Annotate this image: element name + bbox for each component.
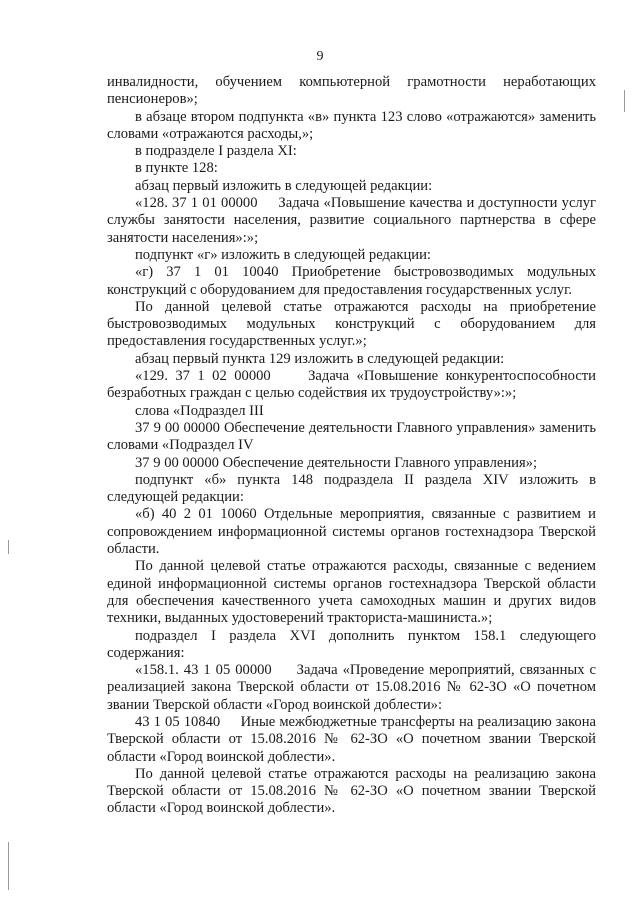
paragraph-18: подраздел I раздела XVI дополнить пунктом 158.1 следующего содержания: — [107, 627, 596, 661]
paragraph-14: 37 9 00 00000 Обеспечение деятельности Главного управления»; — [135, 454, 538, 471]
paragraph-5: абзац первый изложить в следующей редакции: — [135, 177, 433, 194]
paragraph-21: По данной целевой статье отражаются расходы на реализацию закона Тверской области от 15.08.2016 № 62-ЗО «О почетном звании Тверской области «Город воинской доблести». — [107, 765, 596, 817]
paragraph-11: «129. 37 1 02 00000 Задача «Повышение конкурентоспособности безработных граждан с целью содействия их трудоустройству»:»; — [107, 368, 600, 402]
paragraph-7: подпункт «г» изложить в следующей редакции: — [135, 246, 431, 263]
scan-edge-mark-left — [8, 540, 9, 554]
paragraph-13: 37 9 00 00000 Обеспечение деятельности Главного управления» заменить словами «Подраздел IV — [107, 419, 596, 454]
scan-edge-mark-bottom — [8, 842, 9, 890]
page-number: 9 — [316, 49, 324, 64]
paragraph-9: По данной целевой статье отражаются расходы на приобретение быстровозводимых модульных конструкций с оборудованием для предоставления государственных услуг.»; — [107, 298, 596, 350]
paragraph-19: «158.1. 43 1 05 00000 Задача «Проведение мероприятий, связанных с реализацией закона Тверской области от 15.08.2016 № 62-ЗО «О почетном звании Тверской области «Город воинской доблести»: — [107, 662, 600, 713]
paragraph-3: в подразделе I раздела XI: — [135, 143, 297, 160]
paragraph-12: слова «Подраздел III — [135, 402, 264, 419]
paragraph-8: «г) 37 1 01 10040 Приобретение быстровозводимых модульных конструкций с оборудованием для предоставления государственных услуг. — [107, 264, 596, 298]
paragraph-15: подпункт «б» пункта 148 подраздела II раздела XIV изложить в следующей редакции: — [107, 471, 596, 506]
paragraph-1: инвалидности, обучением компьютерной грамотности неработающих пенсионеров»; — [107, 74, 596, 108]
paragraph-4: в пункте 128: — [135, 160, 218, 177]
paragraph-20: 43 1 05 10840 Иные межбюджетные трансферты на реализацию закона Тверской области от 15.08.2016 № 62-ЗО «О почетном звании Тверской области «Город воинской доблести». — [107, 713, 600, 765]
paragraph-10: абзац первый пункта 129 изложить в следующей редакции: — [135, 350, 505, 367]
document-body — [107, 74, 600, 818]
paragraph-6: «128. 37 1 01 00000 Задача «Повышение качества и доступности услуг службы занятости населения, развитие социального партнерства в сфере занятости населения»:»; — [107, 195, 600, 246]
paragraph-16: «б) 40 2 01 10060 Отдельные мероприятия, связанные с развитием и сопровождением информационной системы органов гостехнадзора Тверской области. — [107, 506, 596, 558]
paragraph-2: в абзаце втором подпункта «в» пункта 123 слово «отражаются» заменить словами «отражаются расходы,»; — [107, 108, 596, 142]
scan-edge-mark-top — [624, 90, 625, 112]
paragraph-17: По данной целевой статье отражаются расходы, связанные с ведением единой информационной системы органов гостехнадзора Тверской области для обеспечения качественного учета самоходных машин и других видов техники, выданных удостоверений тракториста-машиниста.»; — [107, 558, 596, 627]
